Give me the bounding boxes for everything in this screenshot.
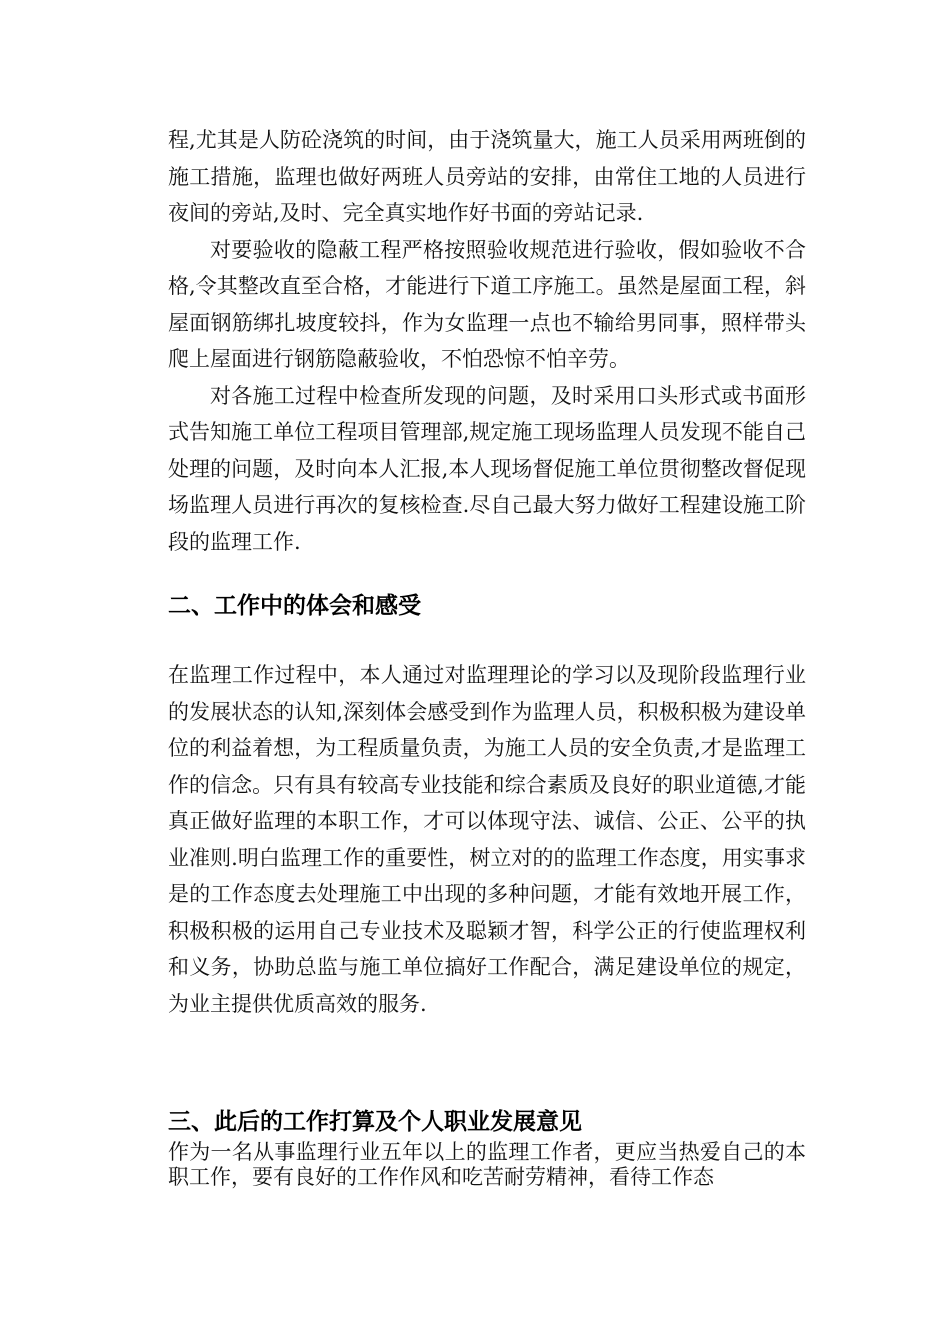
- paragraph-4: 在监理工作过程中，本人通过对监理理论的学习以及现阶段监理行业的发展状态的认知,深刻体会感受到作为监理人员，积极积极为建设单位的利益着想，为工程质量负责，为施工人员的安全负责,才是监理工作的信念。只有具有较高专业技能和综合素质及良好的职业道德,才能真正做好监理的本职工作，才可以体现守法、诚信、公正、公平的执业准则.明白监理工作的重要性，树立对的的监理工作态度，用实事求是的工作态度去处理施工中出现的多种问题，才能有效地开展工作，积极积极的运用自己专业技术及聪颖才智，科学公正的行使监理权利和义务，协助总监与施工单位搞好工作配合，满足建设单位的规定，为业主提供优质高效的服务.: [168, 663, 806, 1016]
- paragraph-2: 对要验收的隐蔽工程严格按照验收规范进行验收，假如验收不合格,令其整改直至合格，才能进行下道工序施工。虽然是屋面工程，斜屋面钢筋绑扎坡度较抖，作为女监理一点也不输给男同事，照样带头爬上屋面进行钢筋隐蔽验收，不怕恐惊不怕辛劳。: [168, 237, 806, 371]
- section-2-heading: 二、工作中的体会和感受: [168, 593, 421, 619]
- section-3-body: [168, 1140, 806, 1190]
- section-2-body: [168, 657, 806, 1022]
- paragraph-3: 对各施工过程中检查所发现的问题，及时采用口头形式或书面形式告知施工单位工程项目管理部,规定施工现场监理人员发现不能自己处理的问题，及时向本人汇报,本人现场督促施工单位贯彻整改督促现场监理人员进行再次的复核检查.尽自己最大努力做好工程建设施工阶段的监理工作.: [168, 383, 806, 554]
- paragraph-1: 程,尤其是人防砼浇筑的时间，由于浇筑量大，施工人员采用两班倒的施工措施，监理也做好两班人员旁站的安排，由常住工地的人员进行夜间的旁站,及时、完全真实地作好书面的旁站记录.: [168, 128, 806, 225]
- section-3-heading: 三、此后的工作打算及个人职业发展意见: [168, 1109, 582, 1135]
- paragraph-5: 作为一名从事监理行业五年以上的监理工作者，更应当热爱自己的本职工作，要有良好的工作作风和吃苦耐劳精神，看待工作态: [168, 1140, 806, 1189]
- section-1-body: [168, 122, 806, 560]
